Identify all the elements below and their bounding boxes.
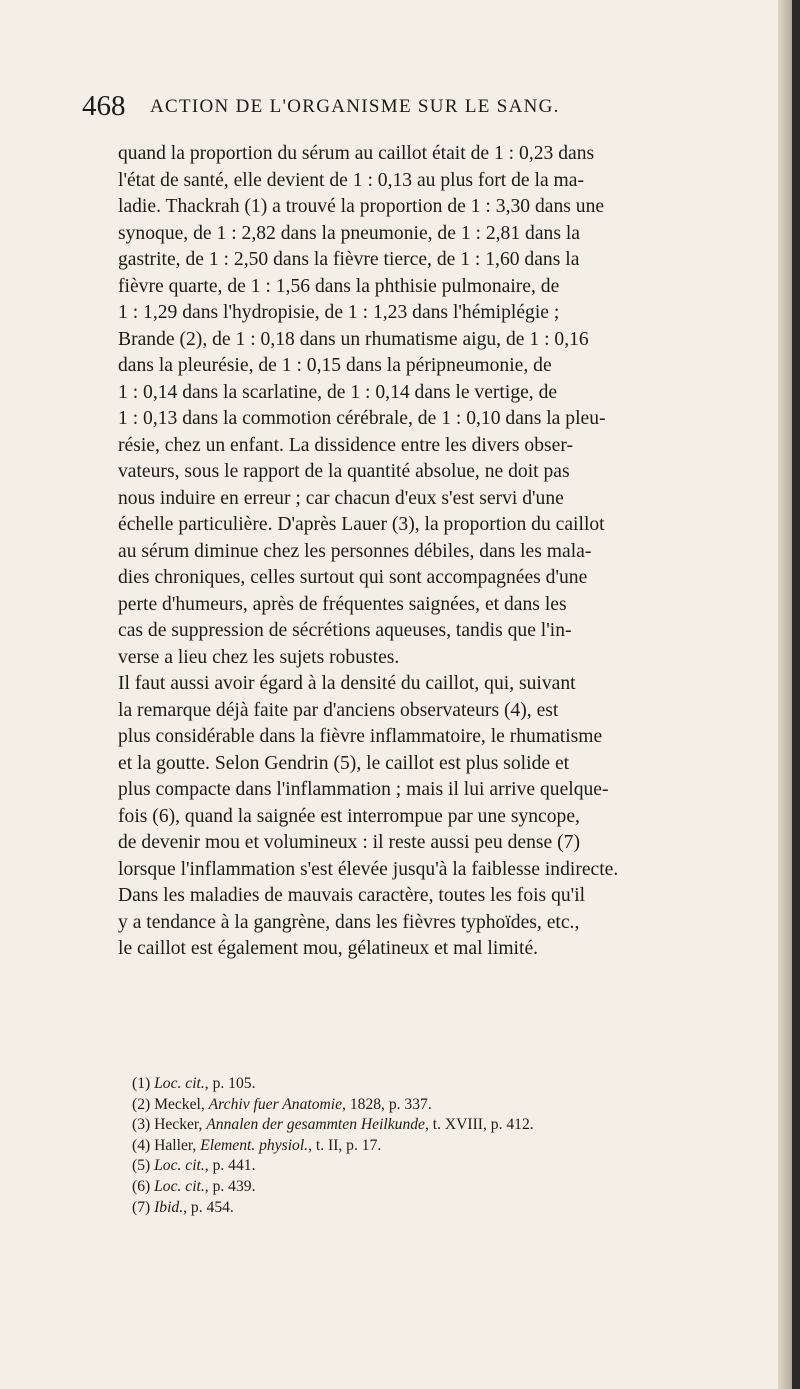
text-line: dans la pleurésie, de 1 : 0,15 dans la péripneumonie, de — [118, 355, 552, 376]
text-line: échelle particulière. D'après Lauer (3), la proportion du caillot — [118, 514, 605, 535]
body-text — [118, 141, 768, 963]
footnote — [132, 1095, 772, 1116]
text-line: gastrite, de 1 : 2,50 dans la fièvre tierce, de 1 : 1,60 dans la — [118, 249, 580, 270]
footnote — [132, 1115, 772, 1136]
footnote-title: Loc. cit. — [154, 1157, 205, 1175]
text-line: y a tendance à la gangrène, dans les fièvres typhoïdes, etc., — [118, 911, 580, 933]
page-number: 468 — [82, 90, 126, 122]
text-line: verse a lieu chez les sujets robustes. — [118, 646, 400, 668]
footnote-ref: , t. II, p. 17. — [308, 1136, 382, 1154]
text-line: cas de suppression de sécrétions aqueuses, tandis que l'in- — [118, 620, 572, 641]
text-line: vateurs, sous le rapport de la quantité absolue, ne doit pas — [118, 461, 570, 482]
footnote-title: Annalen der gesammten Heilkunde — [206, 1116, 425, 1134]
text-line: lorsque l'inflammation s'est élevée jusqu'à la faiblesse indirecte. — [118, 858, 619, 880]
text-line: dies chroniques, celles surtout qui sont accompagnées d'une — [118, 567, 588, 588]
footnote — [132, 1198, 772, 1219]
text-line: plus compacte dans l'inflammation ; mais il lui arrive quelque- — [118, 779, 609, 800]
footnote-number: (7) — [132, 1198, 151, 1216]
footnote-title: Loc. cit. — [154, 1075, 205, 1092]
text-line: le caillot est également mou, gélatineux et mal limité. — [118, 938, 539, 959]
footnote — [132, 1074, 772, 1095]
text-line: perte d'humeurs, après de fréquentes saignées, et dans les — [118, 593, 567, 615]
text-line: au sérum diminue chez les personnes débiles, dans les mala- — [118, 540, 592, 562]
footnote-ref: , t. XVIII, p. 412. — [424, 1116, 534, 1134]
footnote-author: Meckel, — [154, 1095, 209, 1113]
footnote-number: (4) — [132, 1136, 151, 1154]
text-line: l'état de santé, elle devient de 1 : 0,13 au plus fort de la ma- — [118, 169, 585, 191]
text-line: 1 : 1,29 dans l'hydropisie, de 1 : 1,23 dans l'hémiplégie ; — [118, 302, 560, 323]
footnote-number: (2) — [132, 1095, 151, 1113]
running-title: ACTION DE L'ORGANISME SUR LE SANG. — [150, 96, 560, 117]
text-line: fièvre quarte, de 1 : 1,56 dans la phthisie pulmonaire, de — [118, 275, 560, 297]
text-line: de devenir mou et volumineux : il reste aussi peu dense (7) — [118, 832, 580, 853]
text-line: quand la proportion du sérum au caillot était de 1 : 0,23 dans — [118, 143, 595, 164]
text-line: synoque, de 1 : 2,82 dans la pneumonie, de 1 : 2,81 dans la — [118, 222, 581, 244]
footnote-author: Haller, — [154, 1136, 201, 1154]
text-line: 1 : 0,14 dans la scarlatine, de 1 : 0,14 dans le vertige, de — [118, 381, 558, 403]
footnote — [132, 1177, 772, 1198]
footnote-number: (1) — [132, 1075, 151, 1092]
text-line: Dans les maladies de mauvais caractère, toutes les fois qu'il — [118, 885, 586, 906]
running-head — [82, 90, 762, 124]
footnote-ref: , p. 105. — [204, 1075, 256, 1092]
text-line: résie, chez un enfant. La dissidence entre les divers obser- — [118, 434, 573, 456]
text-line: et la goutte. Selon Gendrin (5), le caillot est plus solide et — [118, 752, 570, 774]
footnote-title: Archiv fuer Anatomie — [208, 1095, 343, 1113]
text-line: fois (6), quand la saignée est interrompue par une syncope, — [118, 805, 580, 827]
footnote — [132, 1156, 772, 1177]
text-line: 1 : 0,13 dans la commotion cérébrale, de 1 : 0,10 dans la pleu- — [118, 408, 606, 429]
text-line: Il faut aussi avoir égard à la densité du caillot, qui, suivant — [118, 673, 576, 694]
footnote-number: (3) — [132, 1116, 151, 1134]
footnote-ref: , p. 441. — [204, 1157, 256, 1175]
footnotes — [132, 1074, 772, 1218]
binding-shadow — [792, 0, 800, 1389]
text-line: Brande (2), de 1 : 0,18 dans un rhumatisme aigu, de 1 : 0,16 — [118, 328, 589, 350]
footnote-title: Loc. cit. — [154, 1177, 205, 1195]
text-line: ladie. Thackrah (1) a trouvé la proportion de 1 : 3,30 dans une — [118, 196, 605, 217]
footnote — [132, 1136, 772, 1157]
footnote-ref: , 1828, p. 337. — [342, 1095, 432, 1113]
footnote-number: (5) — [132, 1157, 151, 1175]
text-line: plus considérable dans la fièvre inflammatoire, le rhumatisme — [118, 726, 603, 747]
footnote-title: Element. physiol. — [200, 1136, 309, 1154]
footnote-author: Hecker, — [154, 1116, 207, 1134]
footnote-ref: , p. 439. — [204, 1177, 256, 1195]
footnote-title: Ibid. — [154, 1198, 184, 1216]
text-line: la remarque déjà faite par d'anciens observateurs (4), est — [118, 699, 559, 721]
footnote-ref: , p. 454. — [183, 1198, 234, 1216]
text-line: nous induire en erreur ; car chacun d'eux s'est servi d'une — [118, 487, 564, 509]
footnote-number: (6) — [132, 1177, 151, 1195]
